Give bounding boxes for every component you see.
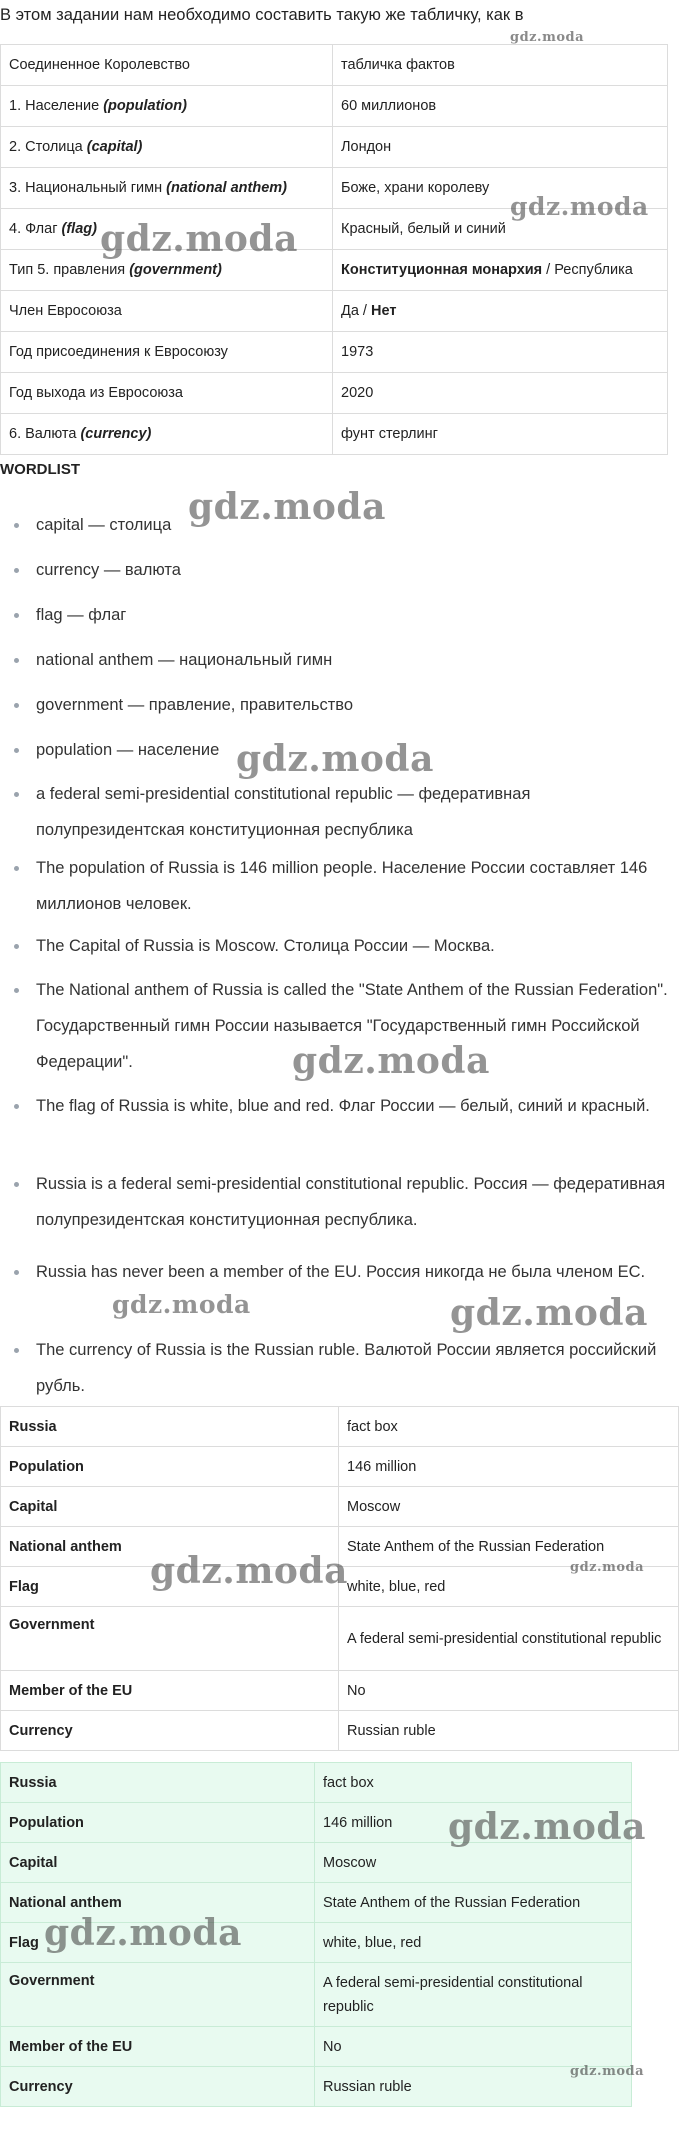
watermark: gdz.moda: [292, 1040, 490, 1082]
table-cell: Capital: [1, 1843, 315, 1883]
table-cell: Government: [1, 1963, 315, 2027]
cell-text: / Республика: [542, 262, 633, 278]
table-cell: fact box: [339, 1407, 679, 1447]
table-row: [1, 45, 668, 86]
cell-bold-text: Конституционная монархия: [341, 262, 543, 278]
table-cell: Flag: [1, 1567, 339, 1607]
table-cell: Соединенное Королевство: [1, 45, 333, 86]
table-cell: Currency: [1, 2067, 315, 2107]
table-cell: Член Евросоюза: [1, 291, 333, 332]
table-row: [1, 1763, 632, 1803]
watermark: gdz.moda: [44, 1912, 242, 1954]
watermark: gdz.moda: [570, 1560, 645, 1575]
list-item: The population of Russia is 146 million people. Население России составляет 146 миллионов человек.: [36, 850, 668, 922]
watermark: gdz.moda: [450, 1292, 648, 1334]
table-cell: Member of the EU: [1, 1671, 339, 1711]
table-row: [1, 1843, 632, 1883]
table-cell: Красный, белый и синий: [333, 209, 668, 250]
table-cell: Population: [1, 1447, 339, 1487]
table-cell: Government: [1, 1607, 339, 1671]
watermark: gdz.moda: [112, 1290, 251, 1319]
table-cell: 60 миллионов: [333, 86, 668, 127]
table-row: [1, 373, 668, 414]
table-row: [1, 414, 668, 455]
cell-english-term: (government): [129, 262, 222, 278]
table-cell: No: [339, 1671, 679, 1711]
table-cell: [1, 168, 333, 209]
table-cell: 1973: [333, 332, 668, 373]
table-row: [1, 86, 668, 127]
table-cell: Capital: [1, 1487, 339, 1527]
table-cell: Russian ruble: [315, 2067, 632, 2107]
cell-text: 1. Население: [9, 98, 104, 114]
table-cell: Год присоединения к Евросоюзу: [1, 332, 333, 373]
list-item: The currency of Russia is the Russian ruble. Валютой России является российский рубль.: [36, 1332, 668, 1404]
table-cell: [1, 86, 333, 127]
table-row: [1, 1447, 679, 1487]
wordlist-heading: WORDLIST: [0, 461, 80, 478]
table-cell: 146 million: [339, 1447, 679, 1487]
table-cell: Боже, храни королеву: [333, 168, 668, 209]
table-cell: Population: [1, 1803, 315, 1843]
table-cell: фунт стерлинг: [333, 414, 668, 455]
table-row: [1, 1487, 679, 1527]
table-cell: [333, 291, 668, 332]
table-row: [1, 2027, 632, 2067]
table-cell: National anthem: [1, 1883, 315, 1923]
table-cell: [1, 127, 333, 168]
list-item: population — население: [36, 732, 668, 768]
list-item: capital — столица: [36, 507, 668, 543]
table-cell: white, blue, red: [339, 1567, 679, 1607]
table-cell: State Anthem of the Russian Federation: [339, 1527, 679, 1567]
cell-english-term: (flag): [61, 221, 97, 237]
table-cell: Год выхода из Евросоюза: [1, 373, 333, 414]
table-cell: white, blue, red: [315, 1923, 632, 1963]
intro-text: В этом задании нам необходимо составить такую же табличку, как в: [0, 6, 524, 24]
table-cell: A federal semi-presidential constitutional republic: [339, 1607, 679, 1671]
cell-english-term: (currency): [80, 426, 152, 442]
table-cell: Member of the EU: [1, 2027, 315, 2067]
table-cell: National anthem: [1, 1527, 339, 1567]
cell-text: 3. Национальный гимн: [9, 180, 167, 196]
list-item: flag — флаг: [36, 597, 668, 633]
table-row: [1, 1407, 679, 1447]
watermark: gdz.moda: [510, 30, 585, 45]
list-item: government — правление, правительство: [36, 687, 668, 723]
table-cell: fact box: [315, 1763, 632, 1803]
list-item: Russia has never been a member of the EU. Россия никогда не была членом ЕС.: [36, 1254, 668, 1290]
table-row: [1, 127, 668, 168]
watermark: gdz.moda: [510, 192, 649, 221]
cell-english-term: (population): [103, 98, 187, 114]
list-item: currency — валюта: [36, 552, 668, 588]
list-item: The Capital of Russia is Moscow. Столица России — Москва.: [36, 928, 668, 964]
watermark: gdz.moda: [188, 486, 386, 528]
table-cell: State Anthem of the Russian Federation: [315, 1883, 632, 1923]
table-row: [1, 1963, 632, 2027]
watermark: gdz.moda: [236, 738, 434, 780]
table-cell: Moscow: [315, 1843, 632, 1883]
watermark: gdz.moda: [150, 1550, 348, 1592]
table-cell: Лондон: [333, 127, 668, 168]
cell-english-term: (capital): [86, 139, 143, 155]
watermark: gdz.moda: [448, 1806, 646, 1848]
list-item: Russia is a federal semi-presidential constitutional republic. Россия — федеративная полупрезидентская конституционная республика.: [36, 1166, 668, 1238]
table-row: [1, 332, 668, 373]
cell-text: Тип 5. правления: [9, 262, 130, 278]
list-item: national anthem — национальный гимн: [36, 642, 668, 678]
cell-english-term: (national anthem): [166, 180, 288, 196]
table-row: [1, 2067, 632, 2107]
table-row: [1, 291, 668, 332]
table-cell: No: [315, 2027, 632, 2067]
table-cell: Russia: [1, 1763, 315, 1803]
table-row: [1, 1671, 679, 1711]
table-row: [1, 1607, 679, 1671]
table-cell: [333, 250, 668, 291]
table-cell: Russia: [1, 1407, 339, 1447]
table-cell: табличка фактов: [333, 45, 668, 86]
watermark: gdz.moda: [570, 2064, 645, 2079]
list-item: a federal semi-presidential constitutional republic — федеративная полупрезидентская конституционная республика: [36, 776, 668, 848]
cell-text: 6. Валюта: [9, 426, 81, 442]
table-cell: 2020: [333, 373, 668, 414]
watermark: gdz.moda: [100, 218, 298, 260]
table-cell: Currency: [1, 1711, 339, 1751]
cell-text: Да /: [341, 303, 371, 319]
table-cell: A federal semi-presidential constitutional republic: [315, 1963, 632, 2027]
table-cell: [1, 414, 333, 455]
cell-text: 2. Столица: [9, 139, 87, 155]
cell-bold-text: Нет: [370, 303, 397, 319]
list-item: The flag of Russia is white, blue and red. Флаг России — белый, синий и красный.: [36, 1088, 668, 1124]
cell-text: 4. Флаг: [9, 221, 62, 237]
table-cell: 146 million: [315, 1803, 632, 1843]
table-cell: Russian ruble: [339, 1711, 679, 1751]
list-item: The National anthem of Russia is called the "State Anthem of the Russian Federation". Государственный гимн России называется "Государственный гимн Российской Федерации".: [36, 972, 668, 1080]
table-cell: Moscow: [339, 1487, 679, 1527]
table-cell: Flag: [1, 1923, 315, 1963]
table-row: [1, 1711, 679, 1751]
